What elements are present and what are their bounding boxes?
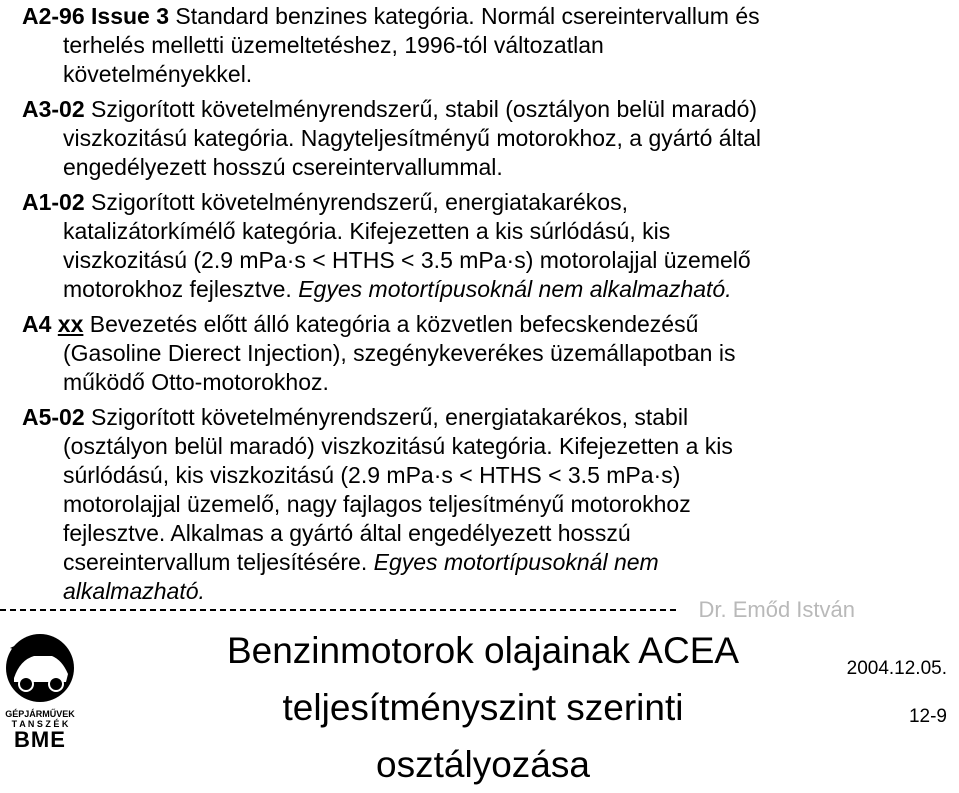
paragraph-text: (osztályon belül maradó) viszkozitású kategória. Kifejezetten a kis <box>63 433 733 459</box>
paragraph-text: működő Otto-motorokhoz. <box>63 369 329 395</box>
paragraph-text: Szigorított követelményrendszerű, energiatakarékos, <box>84 189 628 215</box>
author-name: Dr. Emőd István <box>698 597 855 622</box>
logo-line-1: GÉPJÁRMŰVEK <box>5 709 75 719</box>
paragraph-text: követelményekkel. <box>63 61 253 87</box>
paragraph-text: Standard benzines kategória. Normál csereintervallum és <box>169 3 760 29</box>
paragraph-text: csereintervallum teljesítésére. <box>63 549 374 575</box>
logo-brand: BME <box>14 727 66 752</box>
paragraph-text: fejlesztve. Alkalmas a gyártó által engedélyezett hosszú <box>63 520 631 546</box>
category-code: A3-02 <box>22 96 85 122</box>
italic-note: Egyes motortípusoknál nem <box>373 549 659 575</box>
category-code-suffix: xx <box>57 311 84 337</box>
paragraph-text: viszkozitású kategória. Nagyteljesítményű motorokhoz, a gyártó által <box>63 125 761 151</box>
italic-note: alkalmazható. <box>63 578 205 604</box>
paragraph-text: engedélyezett hosszú csereintervallummal. <box>63 154 503 180</box>
car-emblem-icon <box>0 630 80 708</box>
category-code: A4 <box>22 311 58 337</box>
paragraph-text: viszkozitású (2.9 mPa·s < HTHS < 3.5 mPa·s) motorolajjal üzemelő <box>63 247 751 273</box>
logo-line-2: T A N S Z É K <box>11 719 69 729</box>
title-line: teljesítményszint szerinti <box>282 687 684 728</box>
paragraph-a5-02 <box>22 403 942 606</box>
slide-number: 12-9 <box>908 706 947 727</box>
paragraph-a3-02 <box>22 95 942 182</box>
category-code: A2-96 Issue 3 <box>22 3 170 29</box>
italic-note: Egyes motortípusoknál nem alkalmazható. <box>298 276 732 302</box>
paragraph-text: terhelés melletti üzemeltetéshez, 1996-tól változatlan <box>63 32 604 58</box>
category-code: A1-02 <box>22 189 85 215</box>
footer-divider <box>0 609 676 611</box>
slide-date: 2004.12.05. <box>846 658 947 679</box>
paragraph-text: Szigorított követelményrendszerű, stabil (osztályon belül maradó) <box>84 96 758 122</box>
paragraph-text: (Gasoline Dierect Injection), szegénykeverékes üzemállapotban is <box>63 340 736 366</box>
paragraph-text: Bevezetés előtt álló kategória a közvetlen befecskendezésű <box>83 311 699 337</box>
paragraph-a4 <box>22 310 942 397</box>
paragraph-a1-02 <box>22 188 942 304</box>
category-code: A5-02 <box>22 404 85 430</box>
slide-body <box>22 2 942 612</box>
title-line: osztályozása <box>376 744 590 785</box>
paragraph-text: motorokhoz fejlesztve. <box>63 276 299 302</box>
slide-title <box>178 622 788 793</box>
paragraph-text: Szigorított követelményrendszerű, energiatakarékos, stabil <box>84 404 689 430</box>
paragraph-text: motorolajjal üzemelő, nagy fajlagos teljesítményű motorokhoz <box>63 491 691 517</box>
title-line: Benzinmotorok olajainak ACEA <box>226 630 740 671</box>
paragraph-a2-96 <box>22 2 942 89</box>
paragraph-text: katalizátorkímélő kategória. Kifejezetten a kis súrlódású, kis <box>63 218 671 244</box>
paragraph-text: súrlódású, kis viszkozitású (2.9 mPa·s < HTHS < 3.5 mPa·s) <box>63 462 681 488</box>
